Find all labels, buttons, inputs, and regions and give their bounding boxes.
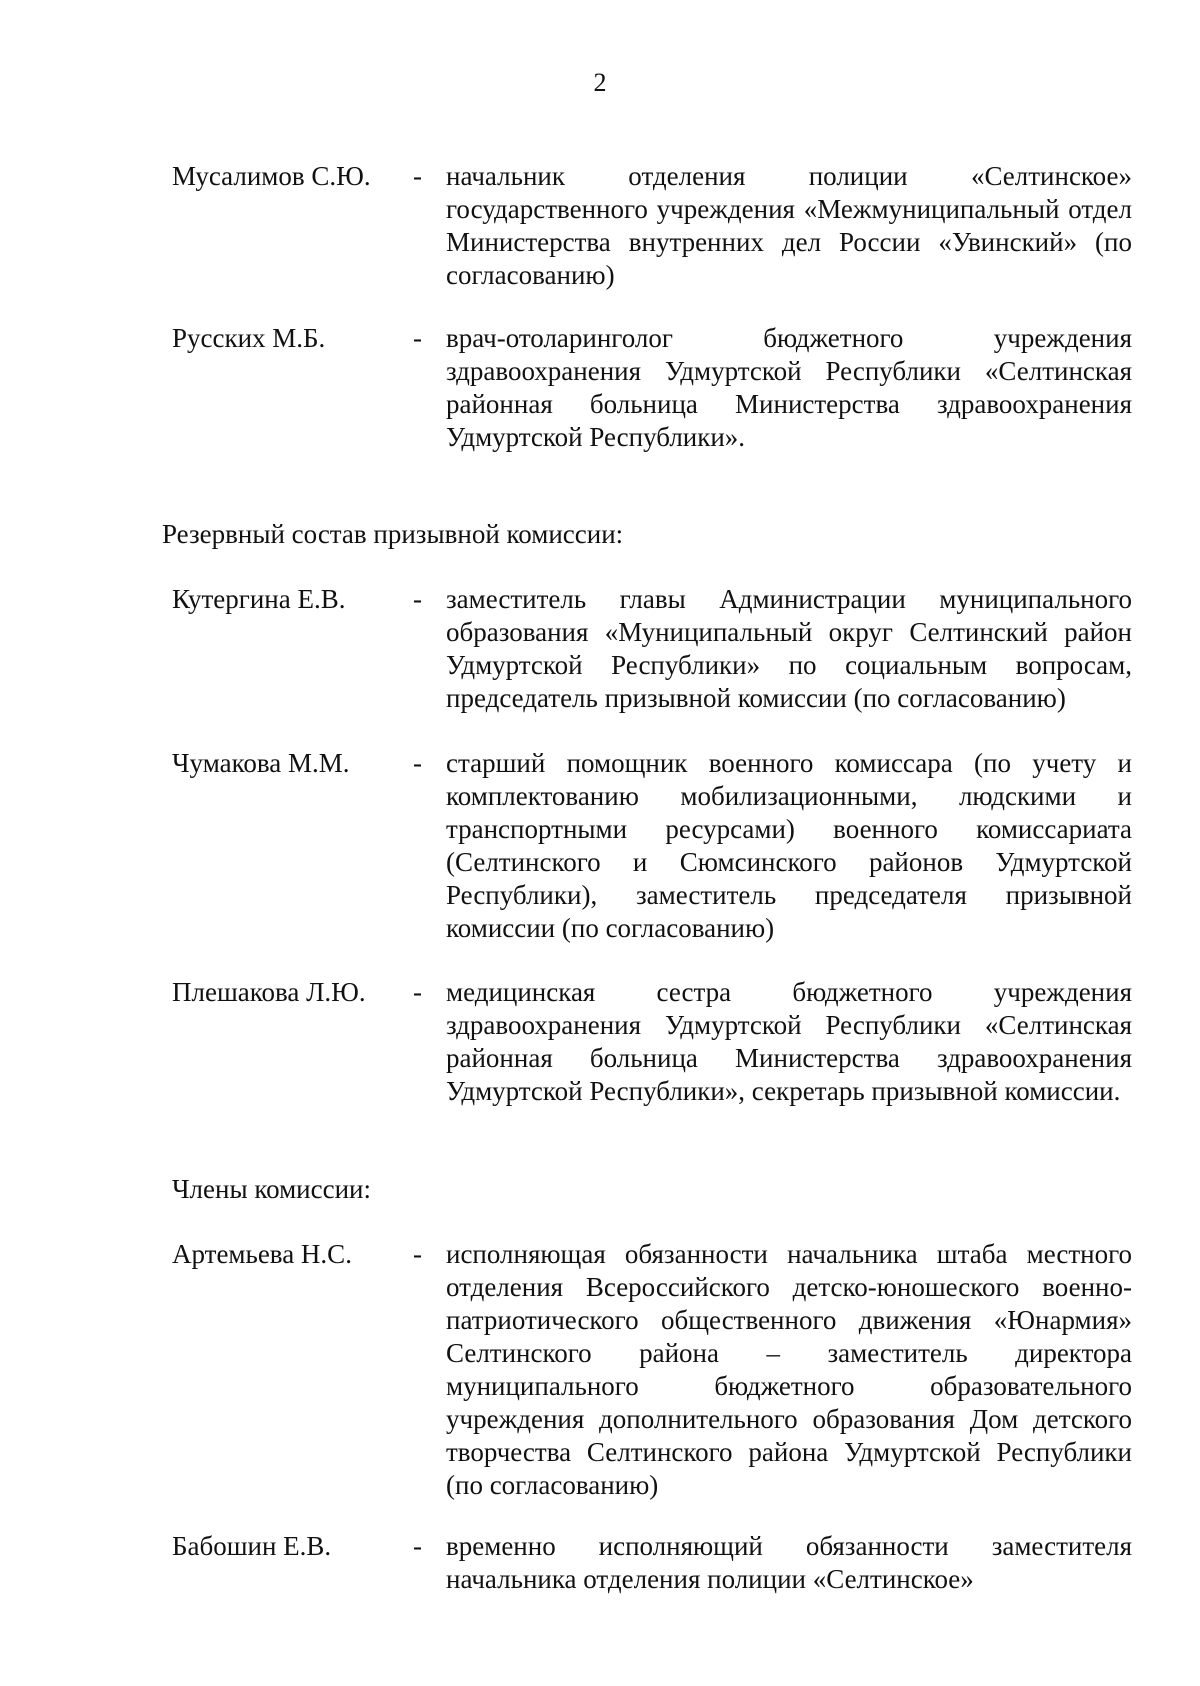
page-number: 2: [593, 68, 607, 97]
entry-description: временно исполняющий обязанности заместителя начальника отделения полиции «Селтинское»: [446, 1531, 1132, 1594]
entry-description: исполняющая обязанности начальника штаба местного отделения Всероссийского детско-юношеского военно-патриотического общественного движения «Юнармия» Селтинского района – заместитель директора муниципального бюджетного образовательного учреждения дополнительного образования Дом детского творчества Селтинского района Удмуртской Республики (по согласованию): [446, 1239, 1132, 1500]
entry-dash: -: [413, 1239, 422, 1269]
entry-name: Кутергина Е.В.: [172, 584, 346, 614]
entry-description: врач-отоларинголог бюджетного учреждения здравоохранения Удмуртской Республики «Селтинская районная больница Министерства здравоохранения Удмуртской Республики».: [446, 323, 1132, 452]
entry-name: Артемьева Н.С.: [172, 1239, 352, 1269]
entry-description: медицинская сестра бюджетного учреждения здравоохранения Удмуртской Республики «Селтинская районная больница Министерства здравоохранения Удмуртской Республики», секретарь призывной комиссии.: [446, 977, 1132, 1106]
entry-dash: -: [413, 1531, 422, 1561]
entry-name: Бабошин Е.В.: [172, 1531, 332, 1561]
entry-dash: -: [413, 584, 422, 614]
entry-description: старший помощник военного комиссара (по учету и комплектованию мобилизационными, людскими и транспортными ресурсами) военного комиссариата (Селтинского и Сюмсинского районов Удмуртской Республики), заместитель председателя призывной комиссии (по согласованию): [446, 748, 1132, 943]
entry-dash: -: [413, 323, 422, 353]
entry-name: Русских М.Б.: [172, 323, 326, 353]
members-heading: Члены комиссии:: [172, 1174, 371, 1204]
entry-dash: -: [413, 748, 422, 778]
entry-dash: -: [413, 977, 422, 1007]
entry-name: Чумакова М.М.: [172, 748, 350, 778]
entry-name: Плешакова Л.Ю.: [172, 977, 366, 1007]
entry-description: начальник отделения полиции «Селтинское» государственного учреждения «Межмуниципальный отдел Министерства внутренних дел России «Увинский» (по согласованию): [446, 161, 1132, 290]
reserve-heading: Резервный состав призывной комиссии:: [162, 519, 624, 549]
entry-dash: -: [413, 161, 422, 191]
entry-description: заместитель главы Администрации муниципального образования «Муниципальный округ Селтинский район Удмуртской Республики» по социальным вопросам, председатель призывной комиссии (по согласованию): [446, 584, 1132, 713]
entry-name: Мусалимов С.Ю.: [172, 161, 371, 191]
